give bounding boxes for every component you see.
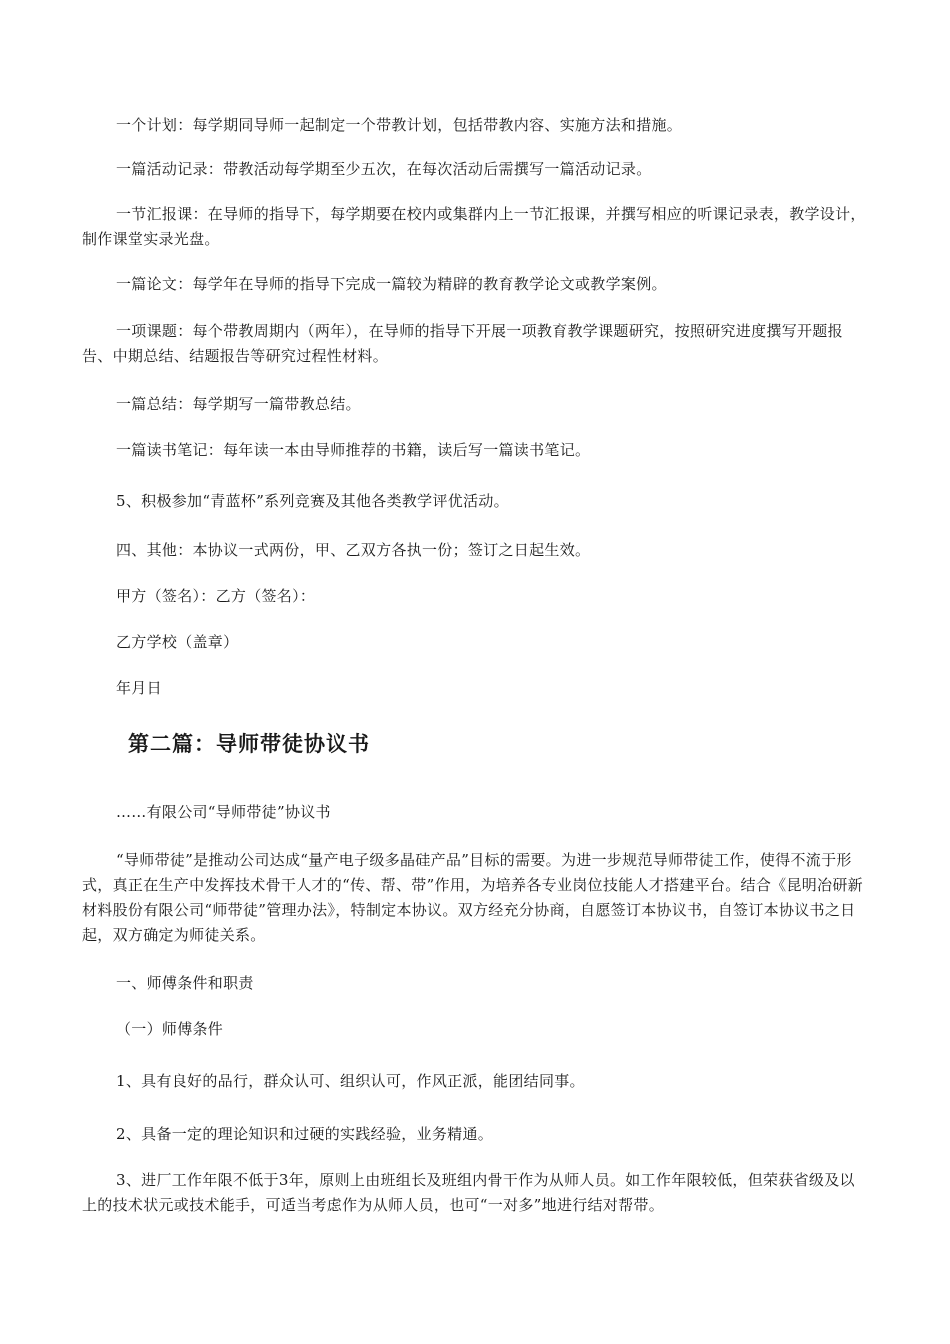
section-heading: 第二篇：导师带徒协议书: [128, 731, 370, 756]
paragraph-reading-notes: 一篇读书笔记：每年读一本由导师推荐的书籍，读后写一篇读书笔记。: [116, 441, 591, 459]
paragraph-research-project: 一项课题：每个带教周期内（两年），在导师的指导下开展一项教育教学课题研究，按照研究进度撰写开题报告、中期总结、结题报告等研究过程性材料。: [82, 322, 843, 365]
condition-item-2: 2、具备一定的理论知识和过硬的实践经验，业务精通。: [116, 1125, 494, 1143]
agreement-title-line: ……有限公司“导师带徒”协议书: [116, 803, 331, 821]
subsection-master-conditions: （一）师傅条件: [116, 1020, 224, 1038]
paragraph-report-lesson: 一节汇报课：在导师的指导下，每学期要在校内或集群内上一节汇报课，并撰写相应的听课记录表，教学设计，制作课堂实录光盘。: [82, 205, 866, 248]
condition-item-1: 1、具有良好的品行，群众认可、组织认可，作风正派，能团结同事。: [116, 1072, 585, 1090]
paragraph-competition: 5、积极参加“青蓝杯”系列竞赛及其他各类教学评优活动。: [116, 492, 509, 510]
paragraph-plan: 一个计划：每学期同导师一起制定一个带教计划，包括带教内容、实施方法和措施。: [116, 116, 683, 134]
date-line: 年月日: [116, 679, 162, 697]
signature-line: 甲方（签名）：乙方（签名）：: [116, 587, 316, 605]
paragraph-intro: “导师带徒”是推动公司达成“量产电子级多晶硅产品”目标的需要。为进一步规范导师带徒工作，使得不流于形式，真正在生产中发挥技术骨干人才的“传、帮、带”作用，为培养各专业岗位技能人才搭建平台。结合《昆明冶研新材料股份有限公司“师带徒”管理办法》，特制定本协议。双方经充分协商，自愿签订本协议书，自签订本协议书之日起，双方确定为师徒关系。: [82, 851, 863, 944]
condition-item-3: 3、进厂工作年限不低于3年，原则上由班组长及班组内骨干作为从师人员。如工作年限较低，但荣获省级及以上的技术状元或技术能手，可适当考虑作为从师人员，也可“一对多”地进行结对帮带。: [82, 1171, 855, 1214]
paragraph-summary: 一篇总结：每学期写一篇带教总结。: [116, 395, 361, 413]
section-one-title: 一、师傅条件和职责: [116, 974, 254, 992]
paragraph-other: 四、其他：本协议一式两份，甲、乙双方各执一份；签订之日起生效。: [116, 541, 591, 559]
paragraph-paper: 一篇论文：每学年在导师的指导下完成一篇较为精辟的教育教学论文或教学案例。: [116, 275, 667, 293]
paragraph-activity-record: 一篇活动记录：带教活动每学期至少五次，在每次活动后需撰写一篇活动记录。: [116, 160, 652, 178]
school-seal-line: 乙方学校（盖章）: [116, 633, 239, 651]
